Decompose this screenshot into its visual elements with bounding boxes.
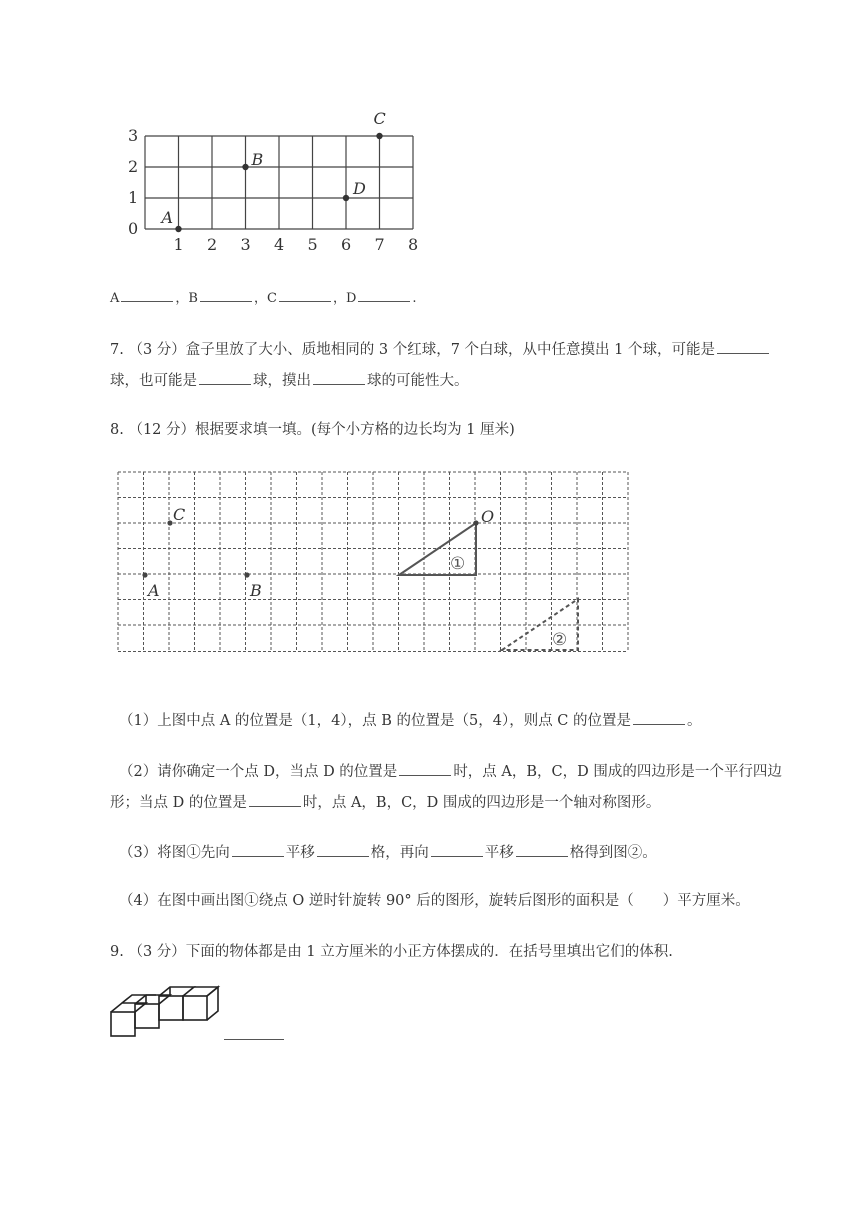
triangle-2-label: ② (552, 630, 568, 650)
x-tick-label: 0 (128, 219, 139, 238)
blank-c[interactable] (279, 300, 331, 302)
grid-points (160, 110, 386, 232)
question-7-line-2: 球，也可能是 球，摸出 球的可能性大。 (110, 373, 469, 389)
label-c: C (266, 291, 277, 306)
point-a-dot (142, 572, 147, 577)
point-d-dot (343, 195, 349, 201)
x-tick-label: 7 (374, 235, 385, 254)
x-tick-label: 2 (207, 235, 218, 254)
q8-sub3: （3）将图①先向 平移 格，再向 平移 格得到图②。 (119, 845, 657, 861)
blank-a[interactable] (121, 300, 173, 302)
point-c-dot (167, 520, 172, 525)
y-tick-label: 2 (128, 157, 139, 176)
q8-sub1-blank[interactable] (633, 723, 685, 725)
point-o-dot (473, 520, 478, 525)
point-c-label: C (173, 505, 186, 524)
q8-sub3-blank-1[interactable] (232, 855, 284, 857)
point-b-dot (244, 572, 249, 577)
question-7-line-1: 7. （3 分）盒子里放了大小、质地相同的 3 个红球，7 个白球，从中任意摸出 1 个球，可能是 (110, 338, 771, 359)
q8-sub2-line-2: 形；当点 D 的位置是 时，点 A，B，C，D 围成的四边形是一个轴对称图形。 (110, 795, 661, 811)
q7-blank-1[interactable] (717, 352, 769, 354)
cubes-figure (108, 984, 228, 1040)
q8-sub2-blank-1[interactable] (399, 774, 451, 776)
y-tick-label: 3 (128, 126, 139, 145)
point-b-dot (242, 164, 248, 170)
q7-blank-2[interactable] (199, 383, 251, 385)
coordinate-grid-figure (110, 110, 430, 258)
q7-blank-3[interactable] (313, 383, 365, 385)
q8-sub3-blank-2[interactable] (317, 855, 369, 857)
x-tick-label: 6 (341, 235, 352, 254)
q8-sub3-blank-3[interactable] (431, 855, 483, 857)
point-d-label: D (353, 179, 366, 198)
point-b-label: B (251, 150, 264, 169)
y-tick-label: 1 (128, 188, 139, 207)
blank-d[interactable] (358, 300, 410, 302)
grid-lines (145, 136, 413, 229)
point-c-dot (376, 133, 382, 139)
label-d: D (345, 291, 357, 306)
point-b-label: B (250, 581, 262, 600)
q9-answer-blank[interactable] (224, 1039, 284, 1040)
point-o-label: O (481, 507, 495, 526)
blank-b[interactable] (200, 300, 252, 302)
answer-line-points: A ，B ，C ，D . (110, 291, 417, 306)
point-a-dot (175, 226, 181, 232)
x-tick-label: 3 (240, 235, 251, 254)
question-9-title: 9. （3 分）下面的物体都是由 1 立方厘米的小正方体摆成的．在括号里填出它们的体积. (110, 944, 673, 960)
point-a-label: A (148, 581, 160, 600)
label-b: B (188, 291, 198, 306)
point-c-label: C (373, 110, 386, 128)
x-tick-label: 8 (408, 235, 419, 254)
triangle-1-label: ① (450, 554, 466, 574)
q8-sub1: （1）上图中点 A 的位置是（1，4），点 B 的位置是（5，4），则点 C 的位置是 。 (119, 713, 702, 729)
label-a: A (110, 291, 120, 306)
q8-sub4: （4）在图中画出图①绕点 O 逆时针旋转 90° 后的图形，旋转后图形的面积是（ ）平方厘米。 (119, 893, 750, 909)
x-tick-label: 4 (274, 235, 285, 254)
x-tick-label: 5 (307, 235, 318, 254)
dotted-grid-figure (110, 465, 640, 657)
q8-sub2-line-1: （2）请你确定一个点 D，当点 D 的位置是 时，点 A，B，C，D 围成的四边形是一个平行四边 (119, 764, 782, 780)
question-8-title: 8. （12 分）根据要求填一填。(每个小方格的边长均为 1 厘米) (110, 422, 515, 438)
dotted-grid-lines (118, 472, 628, 652)
y-tick-labels (128, 126, 138, 207)
q8-sub3-blank-4[interactable] (516, 855, 568, 857)
x-tick-label: 1 (173, 235, 184, 254)
point-a-label: A (161, 208, 174, 227)
q8-sub2-blank-2[interactable] (249, 805, 301, 807)
